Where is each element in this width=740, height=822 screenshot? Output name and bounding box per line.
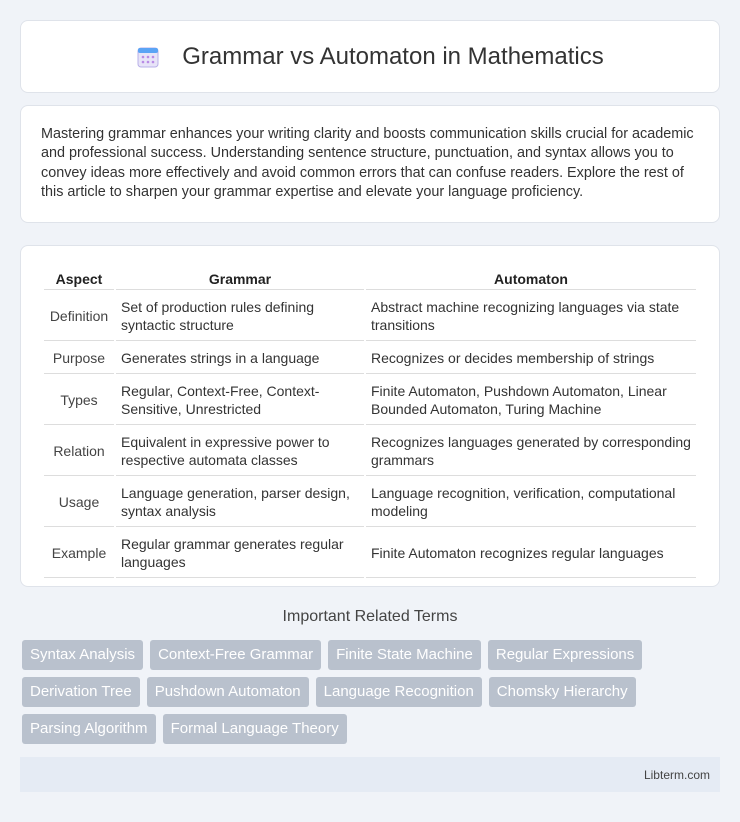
header-aspect: Aspect — [44, 268, 114, 290]
footer — [20, 757, 720, 792]
table-row — [44, 478, 696, 527]
related-tag[interactable]: Parsing Algorithm — [22, 714, 156, 744]
aspect-cell: Example — [44, 529, 114, 578]
grammar-cell: Equivalent in expressive power to respective automata classes — [116, 427, 364, 476]
comparison-table — [42, 266, 698, 580]
related-tag[interactable]: Regular Expressions — [488, 640, 642, 670]
automaton-cell: Finite Automaton, Pushdown Automaton, Linear Bounded Automaton, Turing Machine — [366, 376, 696, 425]
related-tag[interactable]: Derivation Tree — [22, 677, 140, 707]
related-tag[interactable]: Chomsky Hierarchy — [489, 677, 636, 707]
header-automaton: Automaton — [366, 268, 696, 290]
page-title: Grammar vs Automaton in Mathematics — [182, 42, 604, 70]
aspect-cell: Usage — [44, 478, 114, 527]
related-tag[interactable]: Context-Free Grammar — [150, 640, 321, 670]
automaton-cell: Finite Automaton recognizes regular languages — [366, 529, 696, 578]
title-card — [20, 20, 720, 93]
automaton-cell: Abstract machine recognizing languages via state transitions — [366, 292, 696, 341]
aspect-cell: Types — [44, 376, 114, 425]
grammar-cell: Regular, Context-Free, Context-Sensitive, Unrestricted — [116, 376, 364, 425]
table-row — [44, 343, 696, 374]
table-row — [44, 292, 696, 341]
automaton-cell: Language recognition, verification, computational modeling — [366, 478, 696, 527]
table-row — [44, 376, 696, 425]
table-row — [44, 529, 696, 578]
grammar-cell: Regular grammar generates regular languages — [116, 529, 364, 578]
related-terms-heading: Important Related Terms — [282, 608, 458, 625]
calendar-icon — [136, 45, 160, 69]
related-terms-list — [22, 640, 722, 744]
automaton-cell: Recognizes or decides membership of strings — [366, 343, 696, 374]
related-tag[interactable]: Pushdown Automaton — [147, 677, 309, 707]
grammar-cell: Language generation, parser design, syntax analysis — [116, 478, 364, 527]
table-header-row — [44, 268, 696, 290]
aspect-cell: Purpose — [44, 343, 114, 374]
related-tag[interactable]: Syntax Analysis — [22, 640, 143, 670]
aspect-cell: Definition — [44, 292, 114, 341]
grammar-cell: Set of production rules defining syntactic structure — [116, 292, 364, 341]
comparison-card — [20, 245, 720, 587]
automaton-cell: Recognizes languages generated by corresponding grammars — [366, 427, 696, 476]
footer-site-link[interactable]: Libterm.com — [643, 767, 710, 782]
related-tag[interactable]: Finite State Machine — [328, 640, 481, 670]
related-tag[interactable]: Language Recognition — [316, 677, 482, 707]
intro-card — [20, 105, 720, 223]
header-grammar: Grammar — [116, 268, 364, 290]
aspect-cell: Relation — [44, 427, 114, 476]
table-row — [44, 427, 696, 476]
grammar-cell: Generates strings in a language — [116, 343, 364, 374]
intro-text: Mastering grammar enhances your writing clarity and boosts communication skills crucial for academic and professional success. Understanding sentence structure, punctuation, and syntax allows you to convey ideas more effectively and avoid common errors that can confuse readers. Explore the rest of this article to sharpen your grammar expertise and elevate your language proficiency. — [41, 126, 694, 201]
related-tag[interactable]: Formal Language Theory — [163, 714, 347, 744]
